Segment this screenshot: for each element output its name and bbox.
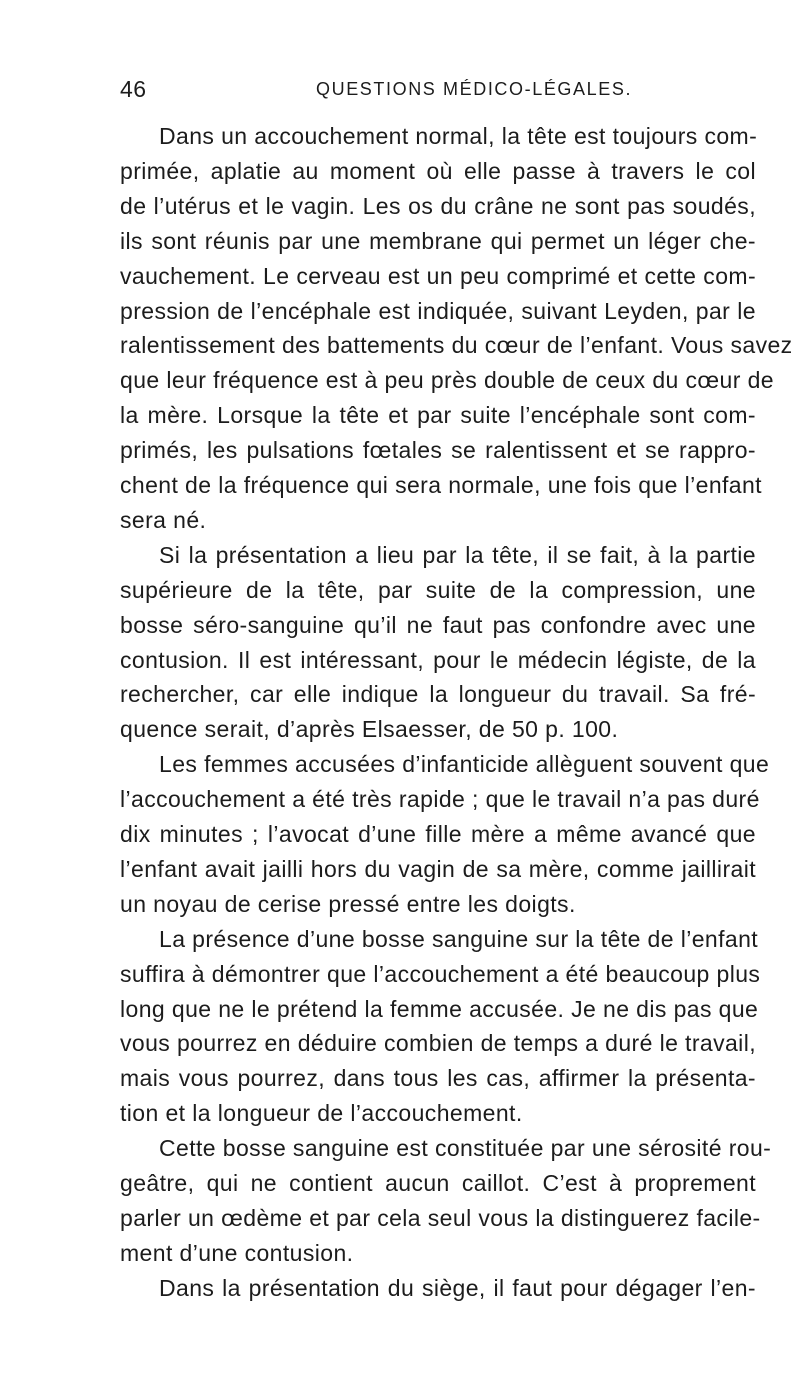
text-line: primés, les pulsations fœtales se ralentissent et se rappro- [120,437,756,463]
text-line: geâtre, qui ne contient aucun caillot. C’est à proprement [120,1170,756,1196]
text-line: Dans la présentation du siège, il faut pour dégager l’en- [159,1275,756,1301]
text-line: contusion. Il est intéressant, pour le médecin légiste, de la [120,647,756,673]
text-line: de l’utérus et le vagin. Les os du crâne ne sont pas soudés, [120,193,756,219]
text-line: Dans un accouchement normal, la tête est toujours com- [159,123,758,149]
text-line: un noyau de cerise pressé entre les doigts. [120,891,576,917]
text-line: supérieure de la tête, par suite de la compression, une [120,577,756,603]
text-line: Les femmes accusées d’infanticide allèguent souvent que [159,751,770,777]
text-line: rechercher, car elle indique la longueur du travail. Sa fré- [120,681,756,707]
text-line: long que ne le prétend la femme accusée. Je ne dis pas que [120,996,759,1022]
text-line: la mère. Lorsque la tête et par suite l’encéphale sont com- [120,402,756,428]
text-line: Cette bosse sanguine est constituée par une sérosité rou- [159,1135,772,1161]
text-line: pression de l’encéphale est indiquée, suivant Leyden, par le [120,298,756,324]
page-number: 46 [120,76,147,102]
text-line: vauchement. Le cerveau est un peu comprimé et cette com- [120,263,756,289]
text-line: que leur fréquence est à peu près double de ceux du cœur de [120,367,774,393]
text-line: ils sont réunis par une membrane qui permet un léger che- [120,228,756,254]
running-title: QUESTIONS MÉDICO-LÉGALES. [316,79,633,99]
text-line: Si la présentation a lieu par la tête, il se fait, à la partie [159,542,756,568]
text-line: suffira à démontrer que l’accouchement a été beaucoup plus [120,961,761,987]
text-line: ralentissement des battements du cœur de l’enfant. Vous savez [120,332,793,358]
text-line: sera né. [120,507,207,533]
text-line: vous pourrez en déduire combien de temps a duré le travail, [120,1030,756,1056]
text-line: mais vous pourrez, dans tous les cas, affirmer la présenta- [120,1065,756,1091]
text-line: l’enfant avait jailli hors du vagin de sa mère, comme jaillirait [120,856,756,882]
text-line: bosse séro-sanguine qu’il ne faut pas confondre avec une [120,612,756,638]
text-line: chent de la fréquence qui sera normale, une fois que l’enfant [120,472,762,498]
text-line: ment d’une contusion. [120,1240,354,1266]
text-line: primée, aplatie au moment où elle passe à travers le col [120,158,756,184]
text-line: tion et la longueur de l’accouchement. [120,1100,523,1126]
text-line: dix minutes ; l’avocat d’une fille mère a même avancé que [120,821,756,847]
text-line: La présence d’une bosse sanguine sur la tête de l’enfant [159,926,759,952]
text-line: l’accouchement a été très rapide ; que le travail n’a pas duré [120,786,760,812]
text-line: quence serait, d’après Elsaesser, de 50 p. 100. [120,716,619,742]
text-line: parler un œdème et par cela seul vous la distinguerez facile- [120,1205,761,1231]
